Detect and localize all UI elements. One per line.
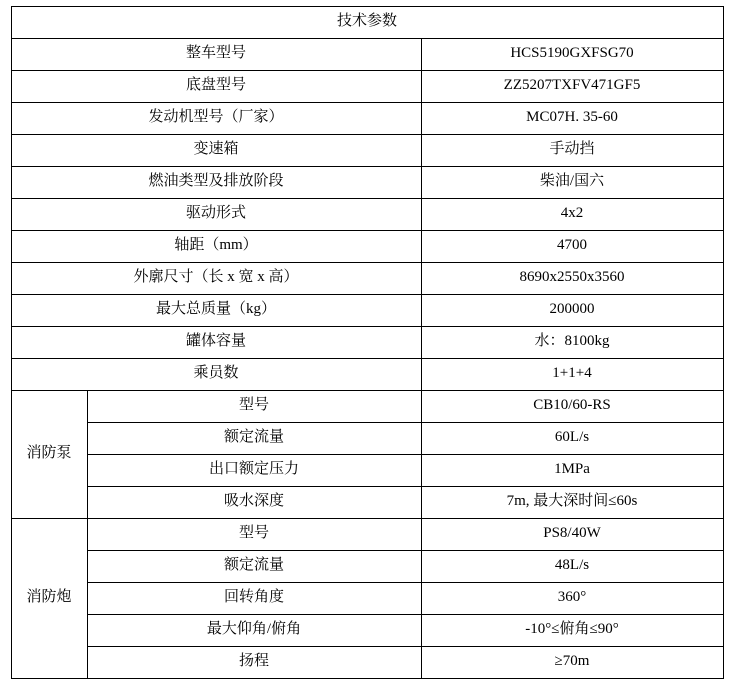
row-value: CB10/60-RS: [421, 391, 723, 423]
table-row: [11, 615, 723, 647]
row-label: 额定流量: [87, 551, 421, 583]
row-label: 轴距（mm）: [11, 231, 421, 263]
row-value: 7m, 最大深时间≤60s: [421, 487, 723, 519]
row-label: 型号: [87, 391, 421, 423]
table-row: [11, 391, 723, 423]
group-label-fire-pump: 消防泵: [11, 391, 87, 519]
table-row: [11, 423, 723, 455]
table-row: [11, 167, 723, 199]
row-value: 水：8100kg: [421, 327, 723, 359]
row-label: 发动机型号（厂家）: [11, 103, 421, 135]
row-value: ZZ5207TXFV471GF5: [421, 71, 723, 103]
table-row: [11, 487, 723, 519]
spec-sheet: [0, 6, 734, 670]
row-label: 最大总质量（kg）: [11, 295, 421, 327]
row-value: 手动挡: [421, 135, 723, 167]
technical-parameters-table: [11, 6, 724, 679]
table-row: [11, 519, 723, 551]
row-label: 额定流量: [87, 423, 421, 455]
table-row: [11, 71, 723, 103]
table-row: [11, 103, 723, 135]
row-value: 48L/s: [421, 551, 723, 583]
table-title-row: [11, 7, 723, 39]
row-label: 罐体容量: [11, 327, 421, 359]
table-row: [11, 39, 723, 71]
table-row: [11, 295, 723, 327]
table-row: [11, 551, 723, 583]
row-label: 扬程: [87, 647, 421, 679]
table-row: [11, 647, 723, 679]
row-label: 吸水深度: [87, 487, 421, 519]
row-value: 柴油/国六: [421, 167, 723, 199]
row-value: 360°: [421, 583, 723, 615]
row-value: 1MPa: [421, 455, 723, 487]
row-label: 出口额定压力: [87, 455, 421, 487]
row-value: 4x2: [421, 199, 723, 231]
table-row: [11, 263, 723, 295]
row-value: 4700: [421, 231, 723, 263]
row-label: 整车型号: [11, 39, 421, 71]
row-label: 外廓尺寸（长 x 宽 x 高）: [11, 263, 421, 295]
table-row: [11, 231, 723, 263]
table-row: [11, 455, 723, 487]
row-value: 1+1+4: [421, 359, 723, 391]
page-title: 技术参数: [11, 7, 723, 39]
row-label: 变速箱: [11, 135, 421, 167]
row-label: 型号: [87, 519, 421, 551]
row-value: 8690x2550x3560: [421, 263, 723, 295]
row-label: 底盘型号: [11, 71, 421, 103]
row-label: 驱动形式: [11, 199, 421, 231]
row-label: 燃油类型及排放阶段: [11, 167, 421, 199]
row-value: 200000: [421, 295, 723, 327]
table-row: [11, 583, 723, 615]
table-row: [11, 359, 723, 391]
row-label: 最大仰角/俯角: [87, 615, 421, 647]
row-value: ≥70m: [421, 647, 723, 679]
table-row: [11, 135, 723, 167]
row-value: 60L/s: [421, 423, 723, 455]
row-value: -10°≤俯角≤90°: [421, 615, 723, 647]
row-value: MC07H. 35-60: [421, 103, 723, 135]
row-value: PS8/40W: [421, 519, 723, 551]
table-row: [11, 327, 723, 359]
table-row: [11, 199, 723, 231]
row-label: 回转角度: [87, 583, 421, 615]
group-label-fire-monitor: 消防炮: [11, 519, 87, 679]
row-label: 乘员数: [11, 359, 421, 391]
row-value: HCS5190GXFSG70: [421, 39, 723, 71]
